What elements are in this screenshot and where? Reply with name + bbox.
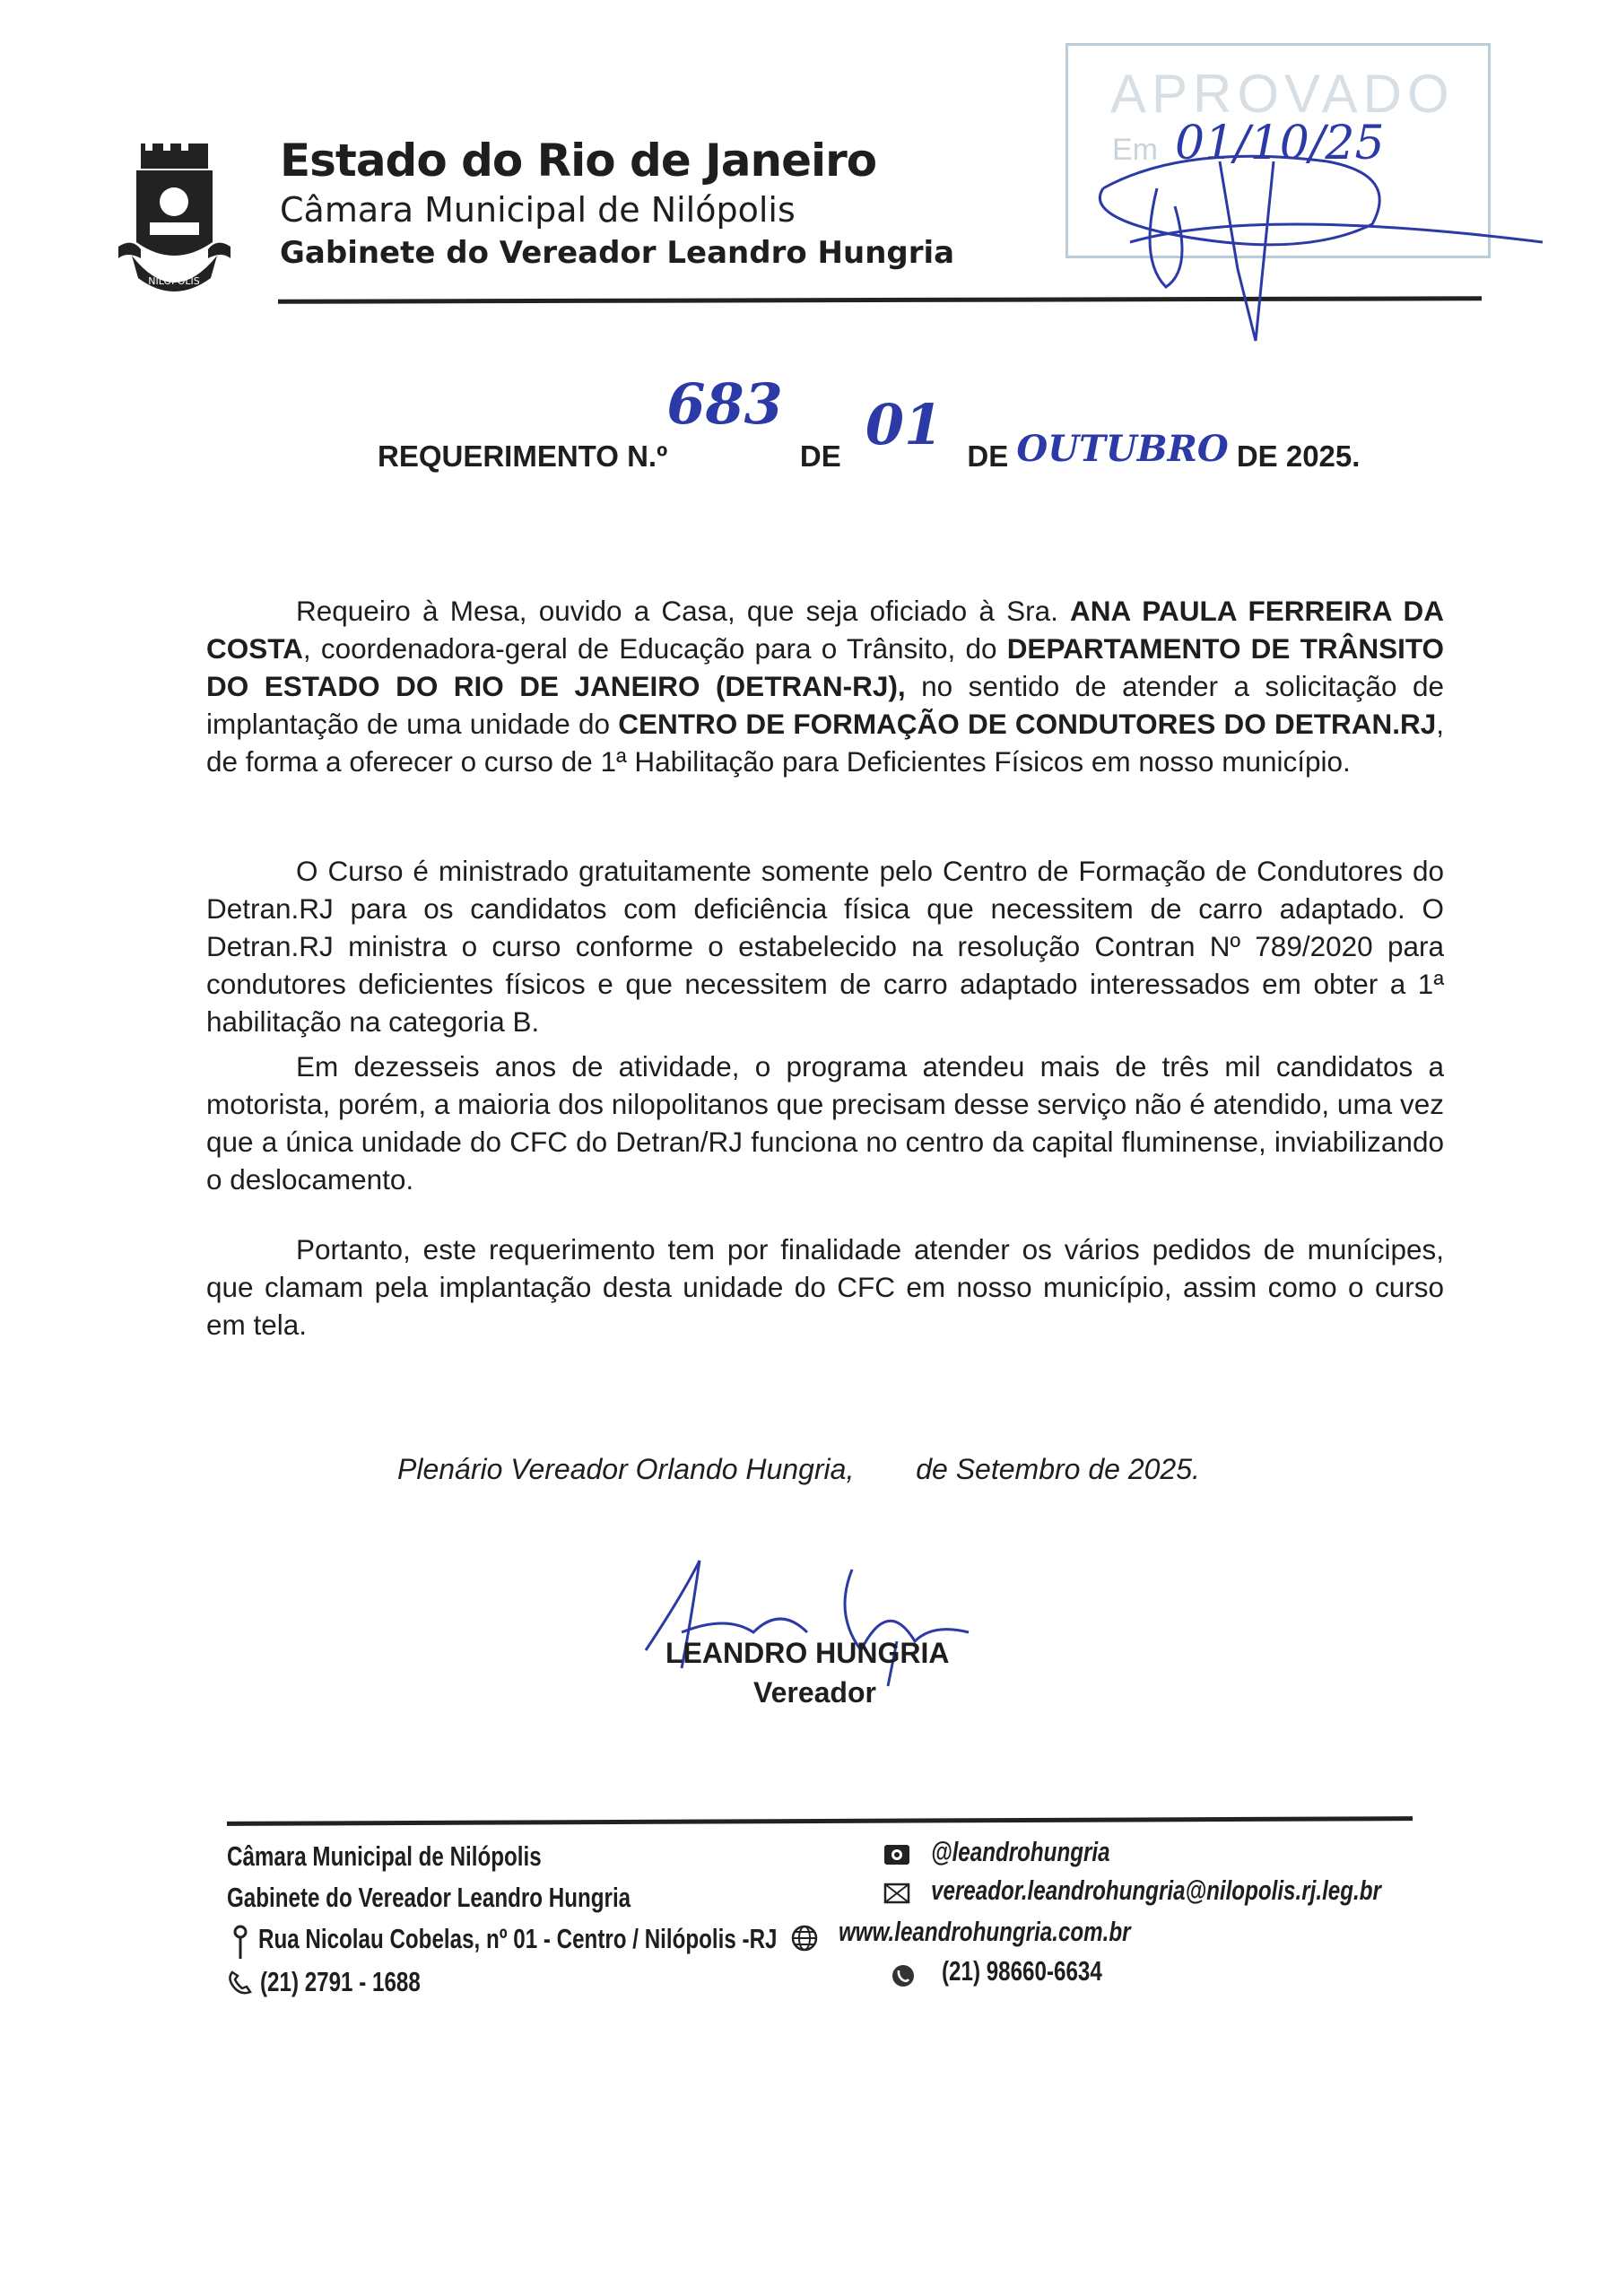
footer-office: Gabinete do Vereador Leandro Hungria	[227, 1882, 631, 1913]
request-de-2: DE	[967, 439, 1009, 473]
p1-seg: no sentido de atender a solicitação de implantação de uma unidade do	[206, 670, 1444, 740]
request-day: 01	[865, 392, 944, 457]
phone-icon	[227, 1970, 254, 1996]
p1-seg: Requeiro à Mesa, ouvido a Casa, que seja oficiado à Sra.	[296, 595, 1071, 627]
p1-center: CENTRO DE FORMAÇÃO DE CONDUTORES DO DETRAN.RJ	[618, 708, 1437, 740]
globe-icon	[791, 1925, 818, 1952]
coat-of-arms-logo	[114, 144, 235, 296]
request-year: DE 2025.	[1236, 439, 1361, 473]
stamp-date: 01/10/25	[1175, 117, 1385, 170]
p1-seg: , de forma a oferecer o curso de 1ª Habilitação para Deficientes Físicos em nosso município.	[206, 708, 1444, 778]
closing-date: de Setembro de 2025.	[916, 1453, 1200, 1485]
paragraph-3: Em dezesseis anos de atividade, o programa atendeu mais de três mil candidatos a motorista, porém, a maioria dos nilopolitanos que precisam desse serviço não é atendido, uma vez que a única unidade do CFC do Detran/RJ funciona no centro da capital fluminense, inviabilizando o deslocamento.	[206, 1050, 1444, 1196]
stamp-signature-scribble	[1076, 135, 1579, 359]
footer-whatsapp: (21) 98660-6634	[942, 1955, 1102, 1987]
logo-text: NILÓPOLIS	[148, 275, 200, 287]
closing-line	[397, 1453, 1200, 1486]
footer-address: Rua Nicolau Cobelas, nº 01 - Centro / Nilópolis -RJ	[258, 1923, 778, 1954]
request-line	[378, 371, 1361, 480]
stamp-em-label: Em	[1112, 133, 1158, 167]
footer-instagram[interactable]: @leandrohungria	[931, 1836, 1110, 1867]
paragraph-1	[206, 592, 1444, 780]
signature-name: LEANDRO HUNGRIA	[665, 1637, 950, 1669]
request-number: 683	[666, 371, 783, 437]
paragraph-2: O Curso é ministrado gratuitamente somente pelo Centro de Formação de Condutores do Detran.RJ para os candidatos com deficiência física que necessitem de carro adaptado. O Detran.RJ ministra o curso conforme o estabelecido na resolução Contran Nº 789/2020 para condutores deficientes físicos e que necessitem de carro adaptado interessados em obter a 1ª habilitação na categoria B.	[206, 855, 1444, 1038]
whatsapp-icon	[890, 1962, 917, 1989]
header-title: Estado do Rio de Janeiro	[280, 135, 877, 187]
handwritten-signature	[628, 1543, 987, 1695]
p1-seg: , coordenadora-geral de Educação para o Trânsito, do	[302, 632, 1007, 665]
header-subtitle: Câmara Municipal de Nilópolis	[280, 190, 796, 230]
paragraph-4: Portanto, este requerimento tem por finalidade atender os vários pedidos de munícipes, que clamam pela implantação desta unidade do CFC em nosso município, assim como o curso em tela.	[206, 1233, 1444, 1341]
footer-website[interactable]: www.leandrohungria.com.br	[839, 1916, 1131, 1947]
p1-name: ANA PAULA FERREIRA DA COSTA	[206, 595, 1445, 665]
stamp-title: APROVADO	[1110, 64, 1455, 124]
location-pin-icon	[227, 1925, 254, 1961]
request-de-1: DE	[799, 439, 841, 473]
p1-department: DEPARTAMENTO DE TRÂNSITO DO ESTADO DO RIO DE JANEIRO (DETRAN-RJ),	[206, 632, 1445, 702]
footer-divider	[227, 1816, 1413, 1826]
footer-phone: (21) 2791 - 1688	[260, 1966, 421, 1997]
footer-email[interactable]: vereador.leandrohungria@nilopolis.rj.leg.br	[931, 1874, 1381, 1906]
closing-place: Plenário Vereador Orlando Hungria,	[397, 1453, 855, 1485]
header-office: Gabinete do Vereador Leandro Hungria	[280, 235, 955, 271]
request-month: OUTUBRO	[1016, 428, 1229, 470]
email-icon	[883, 1880, 910, 1907]
footer-org: Câmara Municipal de Nilópolis	[227, 1840, 542, 1872]
request-label: REQUERIMENTO N.º	[378, 439, 668, 473]
instagram-icon	[883, 1840, 910, 1867]
signature-role: Vereador	[753, 1676, 876, 1709]
